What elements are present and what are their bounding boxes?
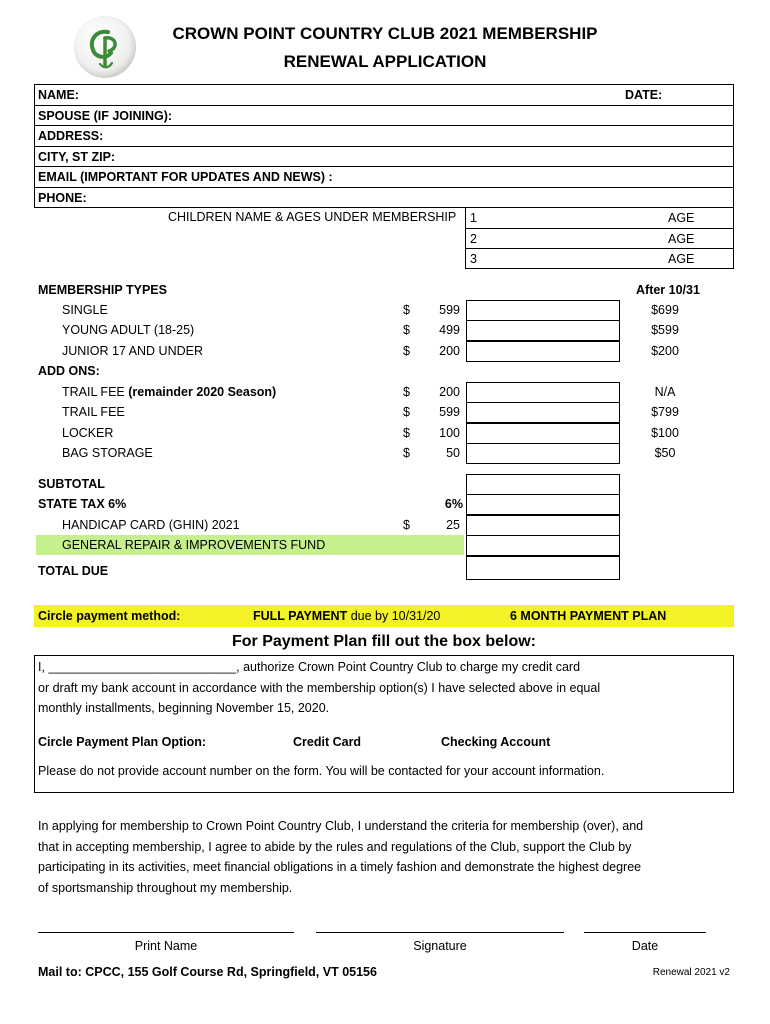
auth-text: , authorize Crown Point Country Club to charge my credit card (236, 660, 581, 674)
name-field[interactable] (35, 85, 733, 106)
city-field[interactable] (35, 147, 733, 168)
tax-box[interactable] (466, 494, 620, 515)
addon-after-price: $100 (651, 426, 679, 440)
authorization-line (38, 657, 580, 677)
print-name-caption: Print Name (134, 939, 198, 953)
plan-option-label: Circle Payment Plan Option: (38, 735, 207, 749)
currency-sign: $ (403, 344, 410, 358)
bag-storage-entry-box[interactable] (466, 443, 620, 464)
membership-price: 599 (439, 303, 460, 317)
checking-account-option[interactable]: Checking Account (441, 735, 551, 749)
auth-name-blank[interactable]: ___________________________ (48, 660, 237, 674)
child-number: 3 (470, 252, 477, 267)
membership-after-price: $200 (651, 344, 679, 358)
membership-row-junior (0, 341, 770, 361)
membership-row-young-adult (0, 320, 770, 340)
full-payment-option[interactable] (253, 606, 440, 626)
form-version: Renewal 2021 v2 (652, 967, 730, 978)
currency-sign: $ (403, 405, 410, 419)
currency-sign: $ (403, 323, 410, 337)
addon-row-trail-2020 (0, 382, 770, 402)
applicant-info-box (34, 84, 734, 208)
subtotal-box[interactable] (466, 474, 620, 495)
agreement-line: participating in its activities, meet financial obligations in a timely fashion and demonstrate the highest degree (38, 860, 642, 874)
membership-label: SINGLE (62, 303, 108, 317)
addon-row-trail (0, 402, 770, 422)
currency-sign: $ (403, 446, 410, 460)
currency-sign: $ (403, 426, 410, 440)
total-due-label: TOTAL DUE (38, 564, 109, 578)
repair-fund-box[interactable] (466, 535, 620, 556)
name-label: NAME: (38, 88, 79, 102)
handicap-box[interactable] (466, 515, 620, 536)
agreement-line: that in accepting membership, I agree to abide by the rules and regulations of the Club, support the Club by (38, 839, 632, 854)
currency-sign: $ (403, 303, 410, 317)
addon-after-price: N/A (654, 385, 676, 399)
after-date-heading: After 10/31 (636, 283, 700, 297)
tax-value: 6% (444, 497, 463, 511)
tax-label: STATE TAX 6% (38, 497, 127, 511)
addon-price: 50 (446, 446, 460, 460)
membership-heading: MEMBERSHIP TYPES (38, 283, 167, 297)
child-row[interactable] (466, 249, 733, 270)
agreement-paragraph (38, 816, 728, 898)
subtotal-label: SUBTOTAL (38, 477, 105, 491)
credit-card-option[interactable]: Credit Card (293, 735, 362, 749)
currency-sign: $ (403, 385, 410, 399)
signature-line[interactable] (316, 932, 564, 933)
email-field[interactable] (35, 167, 733, 188)
club-logo (74, 16, 136, 78)
addon-label: LOCKER (62, 426, 114, 440)
children-box (465, 207, 734, 269)
child-row[interactable] (466, 208, 733, 229)
authorization-line-3: monthly installments, beginning November 15, 2020. (38, 701, 330, 715)
membership-label: JUNIOR 17 AND UNDER (62, 344, 203, 358)
phone-label: PHONE: (38, 191, 87, 205)
addon-label: TRAIL FEE (62, 405, 125, 419)
agreement-line: In applying for membership to Crown Point Country Club, I understand the criteria for membership (over), and (38, 819, 644, 833)
cp-monogram-icon (74, 16, 136, 78)
authorization-line-2: or draft my bank account in accordance with the membership option(s) I have selected above in equal (38, 681, 601, 695)
payment-method-label: Circle payment method: (38, 609, 181, 623)
membership-after-price: $599 (651, 323, 679, 337)
repair-fund-label: GENERAL REPAIR & IMPROVEMENTS FUND (62, 538, 326, 552)
total-due-box[interactable] (466, 556, 620, 580)
city-label: CITY, ST ZIP: (38, 149, 116, 164)
membership-label: YOUNG ADULT (18-25) (62, 323, 195, 337)
child-number: 2 (470, 231, 477, 246)
trail-2020-entry-box[interactable] (466, 382, 620, 403)
email-label: EMAIL (IMPORTANT FOR UPDATES AND NEWS) : (38, 170, 333, 185)
addon-label: TRAIL FEE (62, 385, 125, 399)
children-label: CHILDREN NAME & AGES UNDER MEMBERSHIP (168, 210, 457, 224)
single-entry-box[interactable] (466, 300, 620, 321)
addon-row-locker (0, 423, 770, 443)
membership-row-single (0, 300, 770, 320)
addon-price: 100 (439, 426, 460, 440)
child-age-label: AGE (668, 211, 695, 225)
date-line[interactable] (584, 932, 706, 933)
form-title-line2: RENEWAL APPLICATION (283, 52, 487, 71)
addon-after-price: $799 (651, 405, 679, 419)
addon-price: 599 (439, 405, 460, 419)
young-adult-entry-box[interactable] (466, 320, 620, 341)
full-payment-label: FULL PAYMENT (253, 609, 348, 623)
child-age-label: AGE (668, 231, 695, 246)
full-payment-due: due by 10/31/20 (347, 609, 441, 623)
spouse-label: SPOUSE (IF JOINING): (38, 108, 173, 123)
signature-caption: Signature (413, 939, 467, 953)
locker-entry-box[interactable] (466, 423, 620, 444)
addon-after-price: $50 (654, 446, 676, 460)
spouse-field[interactable] (35, 106, 733, 127)
agreement-line: of sportsmanship throughout my membership. (38, 880, 293, 895)
print-name-line[interactable] (38, 932, 294, 933)
phone-field[interactable] (35, 188, 733, 209)
child-row[interactable] (466, 229, 733, 250)
trail-entry-box[interactable] (466, 402, 620, 423)
mail-to-address: Mail to: CPCC, 155 Golf Course Rd, Springfield, VT 05156 (38, 965, 377, 979)
address-field[interactable] (35, 126, 733, 147)
form-title-line1: CROWN POINT COUNTRY CLUB 2021 MEMBERSHIP (172, 24, 598, 43)
six-month-plan-option[interactable]: 6 MONTH PAYMENT PLAN (510, 609, 667, 623)
addons-heading: ADD ONS: (38, 364, 100, 378)
currency-sign: $ (403, 518, 410, 532)
account-notice: Please do not provide account number on the form. You will be contacted for your account information. (38, 764, 605, 778)
membership-price: 200 (439, 344, 460, 358)
membership-after-price: $699 (651, 303, 679, 317)
payment-plan-heading: For Payment Plan fill out the box below: (231, 633, 537, 650)
date-label: DATE: (625, 88, 663, 102)
auth-prefix: I, (38, 660, 45, 674)
child-age-label: AGE (668, 252, 695, 267)
address-label: ADDRESS: (38, 129, 104, 144)
handicap-label: HANDICAP CARD (GHIN) 2021 (62, 518, 240, 532)
handicap-row (0, 515, 770, 535)
date-caption: Date (631, 939, 659, 953)
junior-entry-box[interactable] (466, 341, 620, 362)
addon-row-bag-storage (0, 443, 770, 463)
addon-price: 200 (439, 385, 460, 399)
child-number: 1 (470, 211, 477, 225)
membership-price: 499 (439, 323, 460, 337)
handicap-price: 25 (446, 518, 460, 532)
addon-label: BAG STORAGE (62, 446, 153, 460)
addon-label-note: (remainder 2020 Season) (128, 385, 277, 399)
